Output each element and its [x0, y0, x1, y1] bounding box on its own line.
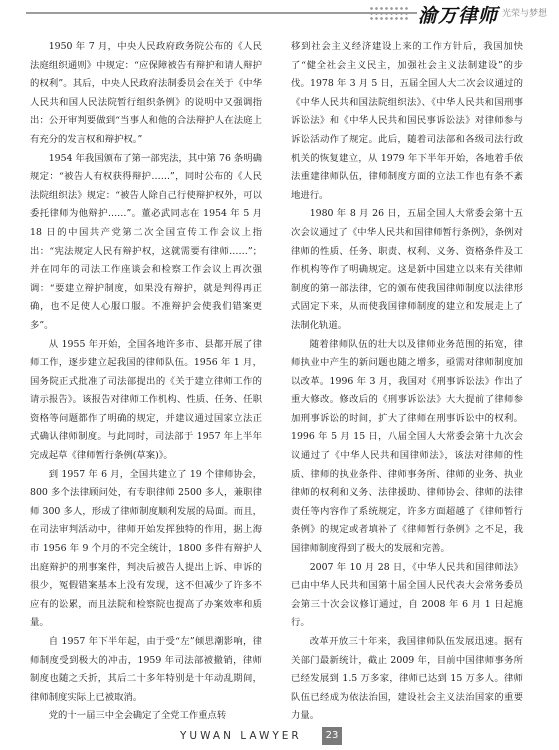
paragraph: 1954 年我国颁布了第一部宪法，其中第 76 条明确规定：“被告人有权获得辩护……”，同时公布的《人民法院组织法》规定：“被告人除自己行使辩护权外，可以委托律师为他辩护……”。董必武同志在 1954 年 5 月 18 日的中国共产党第二次全国宣传工作会议上指出：“宪法规定人民有辩护权，这就需要有律师……”；并在同年的司法工作座谈会和检察工作会议上再次强调：“要建立辩护制度，如果没有辩护，就是判得再正确，也不足使人心服口服。不准辩护会使我们错案更多”。 — [30, 152, 262, 331]
paragraph: 1980 年 8 月 26 日，五届全国人大常委会第十五次会议通过了《中华人民共和国律师暂行条例》，条例对律师的性质、任务、职责、权利、义务、资格条件及工作机构等作了明确规定。这是新中国建立以来有关律师制度的第一部法律，它的颁布使我国律师制度以法律形式固定下来，从而使我国律师制度的建立和发展走上了法制化轨道。 — [291, 208, 523, 331]
header-dot-pattern — [369, 6, 409, 20]
paragraph: 1950 年 7 月，中央人民政府政务院公布的《人民法庭组织通则》中规定：“应保障被告有辩护和请人辩护的权利”。其后，中央人民政府法制委员会在关于《中华人民共和国人民法院暂行组织条例》的说明中又强调指出：公开审判要做到“当事人和他的合法辩护人在法庭上有充分的发言权和辩护权。” — [30, 41, 262, 145]
page-footer — [0, 727, 559, 747]
paragraph: 自 1957 年下半年起，由于受“左”倾思潮影响，律师制度受到极大的冲击，1959 年司法部被撤销，律师制度也随之夭折，其后二十多年特别是十年动乱期间，律师制度实际上已被取消。 — [30, 636, 262, 703]
page-header — [0, 0, 559, 26]
header-rule — [26, 12, 417, 14]
brand-logo-text: 渝万律师 — [418, 5, 499, 27]
paragraph: 2007 年 10 月 28 日，《中华人民共和国律师法》已由中华人民共和国第十届全国人民代表大会常务委员会第三十次会议修订通过，自 2008 年 6 月 1 日起施行。 — [291, 561, 523, 629]
magazine-name: YUWAN LAWYER — [180, 730, 302, 742]
left-column — [30, 38, 262, 726]
paragraph: 到 1957 年 6 月，全国共建立了 19 个律师协会，800 多个法律顾问处，有专职律师 2500 多人，兼职律师 300 多人，形成了律师制度顺利发展的局面。而且，在司法审判活动中，律师开始发挥独特的作用，据上海市 1956 年 9 个月的不完全统计，1800 多件有辩护人出庭辩护的刑事案件，判决后被告人提出上诉、申诉的很少，冤假错案基本上没有发现，这不但减少了许多不应有的讼累，而且法院和检察院也提高了办案效率和质量。 — [30, 468, 262, 629]
right-column — [291, 38, 523, 726]
page-number: 23 — [322, 727, 342, 745]
paragraph-continued: 移到社会主义经济建设上来的工作方针后，我国加快了“健全社会主义民主，加强社会主义法制建设”的步伐。1978 年 3 月 5 日，五届全国人大二次会议通过的《中华人民共和国法院组织法》、《中华人民共和国刑事诉讼法》和《中华人民共和国民事诉讼法》对律师参与诉讼活动作了规定。此后，随着司法部和各级司法行政机关的恢复建立，从 1979 年下半年开始，各地着手依法重建律师队伍，律师制度方面的立法工作也有条不紊地进行。 — [291, 41, 523, 201]
paragraph: 从 1955 年开始，全国各地许多市、县都开展了律师工作，逐步建立起我国的律师队伍。1956 年 1 月，国务院正式批准了司法部提出的《关于建立律师工作的请示报告》。该报告对律师工作机构、性质、任务、任职资格等问题都作了明确的规定，并建议通过国家立法正式确认律师制度。与此同时，司法部于 1957 年上半年完成起草《律师暂行条例(草案)》。 — [30, 338, 262, 462]
header-tagline: 光荣与梦想 — [502, 9, 548, 19]
paragraph: 随着律师队伍的壮大以及律师业务范围的拓宽，律师执业中产生的新问题也随之增多，亟需对律师制度加以改革。1996 年 3 月，我国对《刑事诉讼法》作出了重大修改。修改后的《刑事诉讼法》大大提前了律师参加刑事诉讼的时间，扩大了律师在刑事诉讼中的权利。1996 年 5 月 15 日，八届全国人大常委会第十九次会议通过了《中华人民共和国律师法》，该法对律师的性质、律师的执业条件、律师事务所、律师的业务、执业律师的权利和义务、法律援助、律师协会、律师的法律责任等内容作了系统规定，许多方面超越了《律师暂行条例》的规定或者填补了《律师暂行条例》之不足，我国律师制度得到了极大的发展和完善。 — [291, 338, 523, 555]
paragraph: 改革开放三十年来，我国律师队伍发展迅速。据有关部门最新统计，截止 2009 年，目前中国律师事务所已经发展到 1.5 万多家，律师已达到 15 万多人。律师队伍已经成为依法治国，建设社会主义法治国家的重要力量。 — [291, 636, 523, 722]
paragraph: 党的十一届三中全会确定了全党工作重点转 — [48, 710, 227, 722]
